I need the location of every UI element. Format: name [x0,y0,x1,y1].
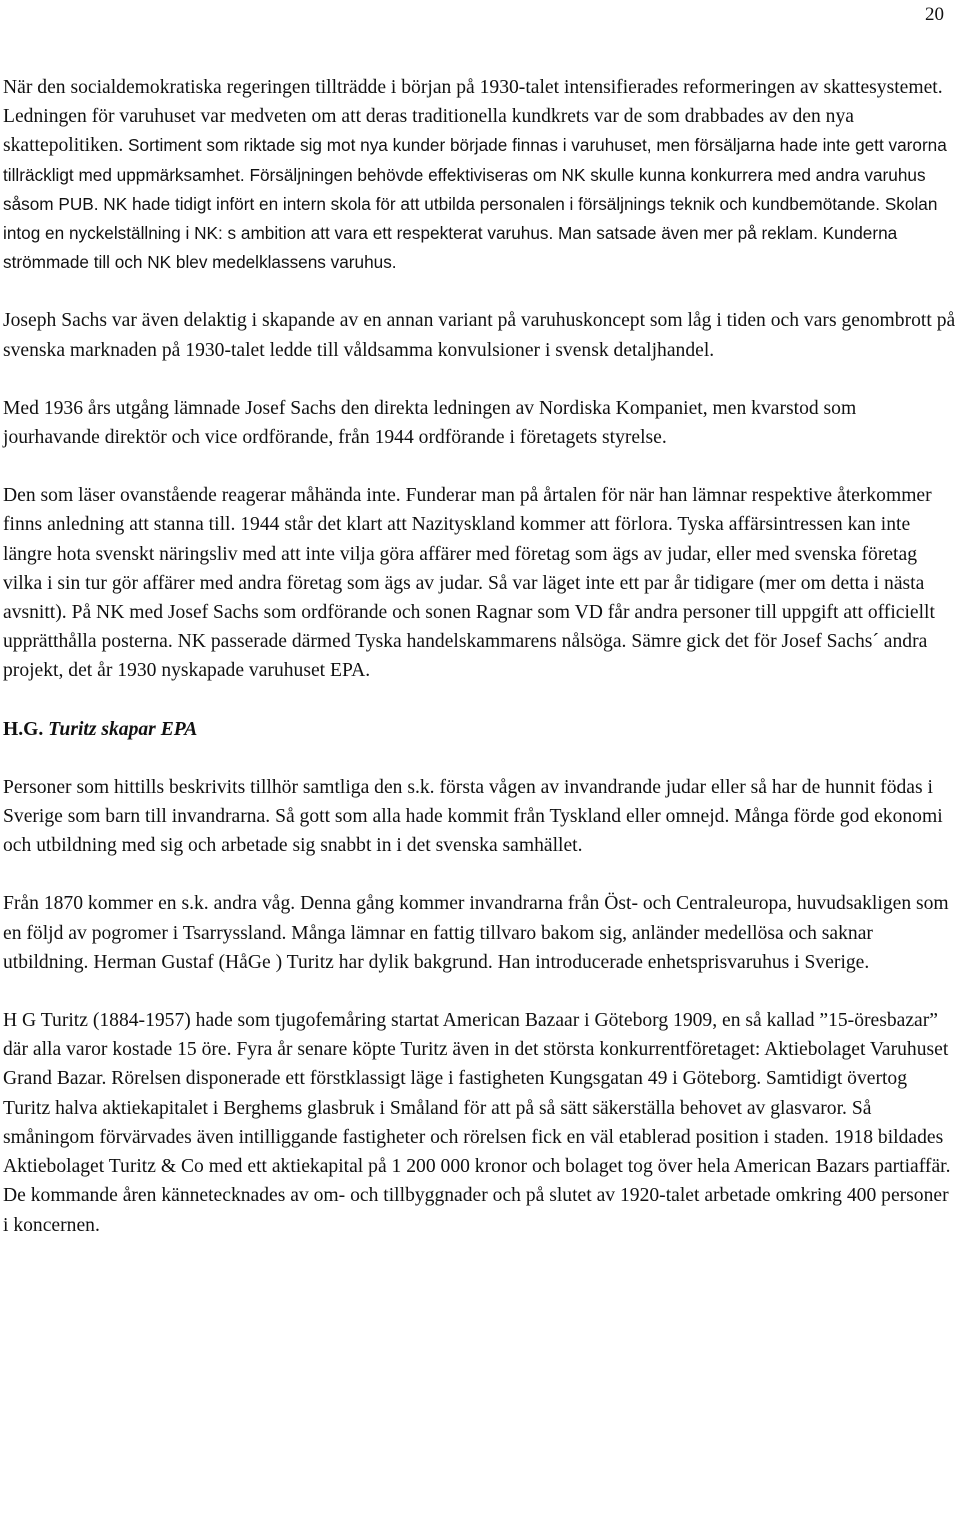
paragraph-2: Joseph Sachs var även delaktig i skapande av en annan variant på varuhuskoncept som låg i tiden och vars genombrott på svenska marknaden på 1930-talet ledde till våldsamma konvulsioner i svensk detaljhandel. [3,310,956,361]
paragraph-1-text-a: När den socialdemokratiska regeringen tillträdde i början på 1930-talet intensifierades reformeringen av skattesystemet. Ledningen för varuhuset var medveten om att deras traditionella kundkrets var de som drabbades av den nya skattepolitiken. [3,77,943,157]
section-heading-prefix: H.G. [3,718,44,740]
paragraph-5: Personer som hittills beskrivits tillhör samtliga den s.k. första vågen av invandrande judar eller så har de hunnit födas i Sverige som barn till invandrarna. Så gott som alla hade kommit från Tyskland eller omnejd. Många förde god ekonomi och utbildning med sig och arbetade sig snabbt in i det svenska samhället. [3,776,943,857]
paragraph-4: Den som läser ovanstående reagerar måhända inte. Funderar man på årtalen för när han lämnar respektive återkommer finns anledning att stanna till. 1944 står det klart att Nazityskland kommer att förlora. Tyska affärsintressen kan inte längre hota svenskt näringsliv med att inte vilja göra affärer med företag som ägs av judar, eller med svenska företag vilka i sin tur gör affärer med andra företag som ägs av judar. Så var läget inte ett par år tidigare (mer om detta i nästa avsnitt). På NK med Josef Sachs som ordförande och sonen Ragnar som VD får andra personer till uppgift att officiellt upprätthålla posterna. NK passerade därmed Tyska handelskammarens nålsöga. Sämre gick det för Josef Sachs´ andra projekt, det år 1930 nyskapade varuhuset EPA. [3,485,935,682]
paragraph-1 [3,73,957,277]
section-heading [3,715,957,744]
paragraph-3: Med 1936 års utgång lämnade Josef Sachs den direkta ledningen av Nordiska Kompaniet, men kvarstod som jourhavande direktör och vice ordförande, från 1944 ordförande i företagets styrelse. [3,397,857,449]
section-heading-title: Turitz skapar EPA [43,718,198,740]
paragraph-1-text-b: Försäljningen behövde effektiviseras om NK skulle kunna konkurrera med andra varuhus såsom PUB. NK hade tidigt infört en intern skola för att utbilda personalen i försäljnings teknik och kundbemötande. Skolan intog en nyckelställning i NK: s ambition att vara ett respekterat varuhus. Man satsade även mer på reklam. Kunderna strömmade till och NK blev medelklassens varuhus. [3,164,938,273]
paragraph-1-text-sans: Sortiment som riktade sig mot nya kunder började finnas i varuhuset, men försäljarna hade inte gett varorna tillräckligt med uppmärksamhet. [3,135,947,185]
paragraph-7: H G Turitz (1884-1957) hade som tjugofemåring startat American Bazaar i Göteborg 1909, en så kallad ”15-öresbazar” där alla varor kostade 15 öre. Fyra år senare köpte Turitz även in det största konkurrentföretaget: Aktiebolaget Varuhuset Grand Bazar. Rörelsen disponerade ett förstklassigt läge i fastigheten Kungsgatan 49 i Göteborg. Samtidigt övertog Turitz halva aktiekapitalet i Berghems glasbruk i Småland för att på så sätt säkerställa behovet av glasvaror. Så småningom förvärvades även intilliggande fastigheter och rörelsen fick en väl etablerad position i staden. 1918 bildades Aktiebolaget Turitz & Co med ett aktiekapital på 1 200 000 kronor och bolaget tog över hela American Bazars partiaffär. De kommande åren kännetecknades av om- och tillbyggnader och på slutet av 1920-talet arbetade omkring 400 personer i koncernen. [3,1010,951,1236]
paragraph-6: Från 1870 kommer en s.k. andra våg. Denna gång kommer invandrarna från Öst- och Centraleuropa, huvudsakligen som en följd av pogromer i Tsarryssland. Många lämnar en fattig tillvaro bakom sig, anländer medellösa och saknar utbildning. Herman Gustaf (HåGe ) Turitz har dylik bakgrund. Han introducerade enhetsprisvaruhus i Sverige. [3,893,949,973]
document-body [3,73,957,1269]
page-number: 20 [925,4,944,25]
